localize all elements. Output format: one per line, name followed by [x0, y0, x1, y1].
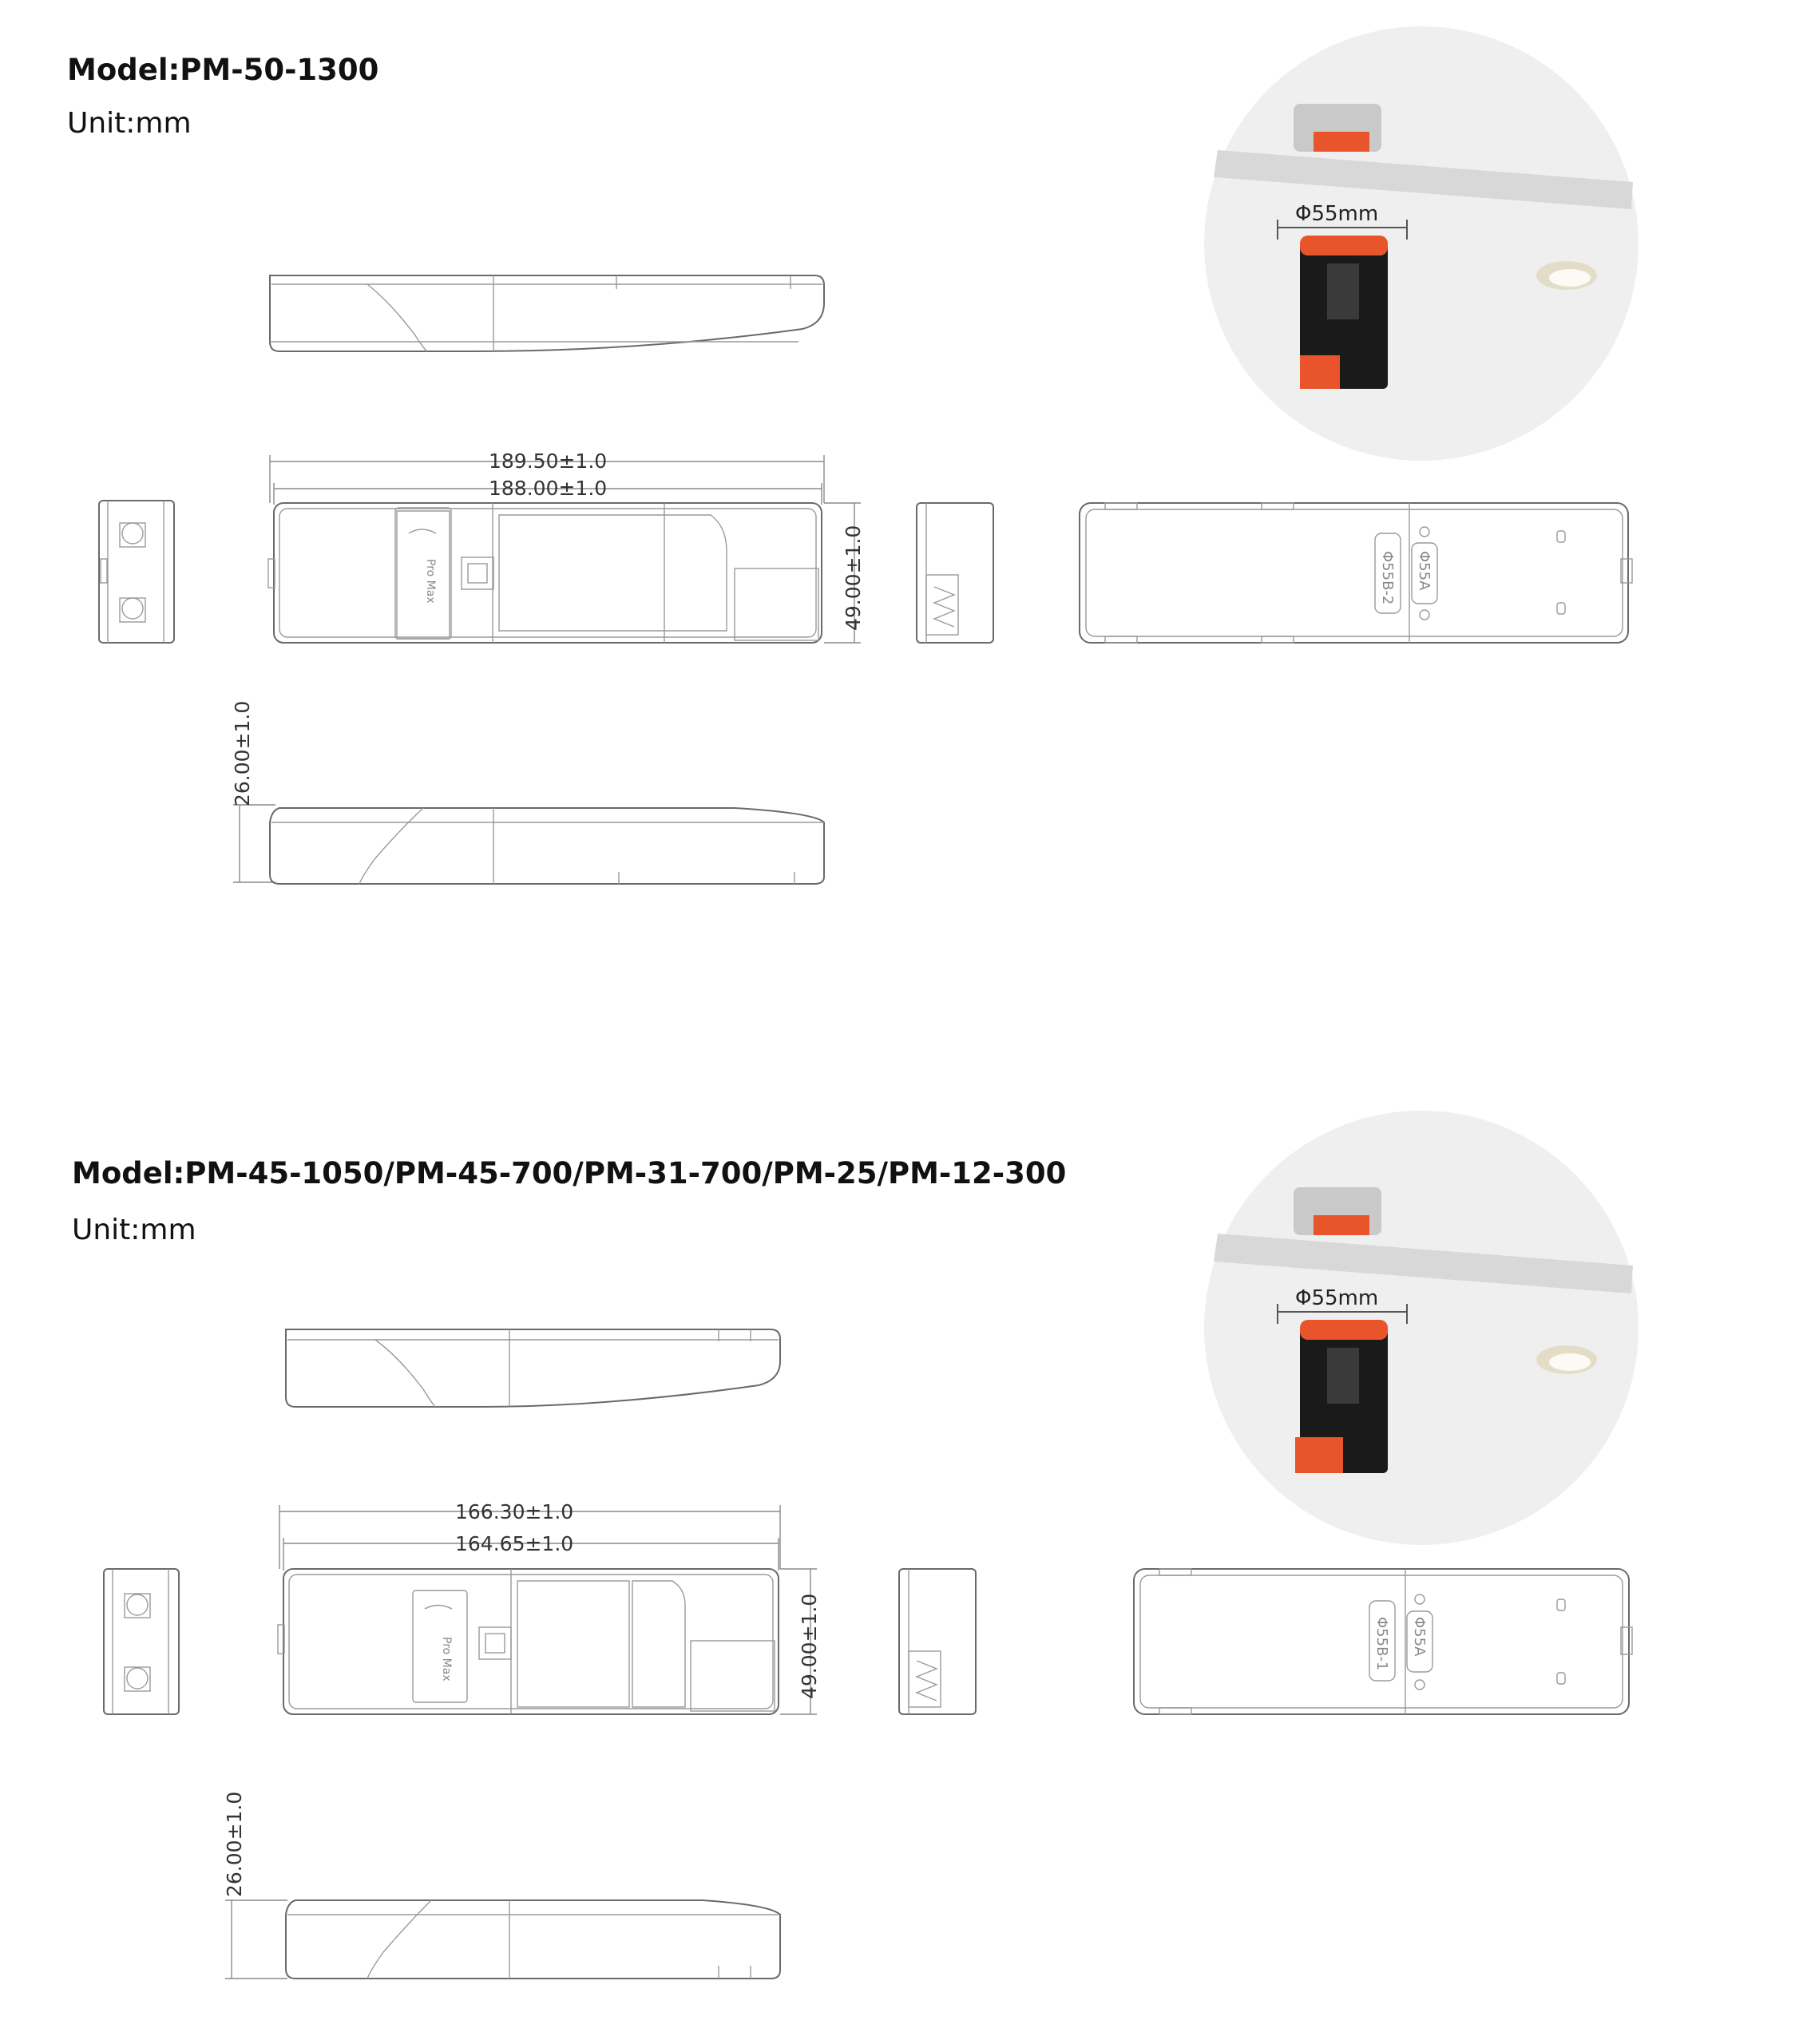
back-mark-a-2: Φ55A — [1411, 1617, 1428, 1657]
cutout-label-1: Φ55mm — [1295, 202, 1379, 226]
back-mark-b-2: Φ55B-1 — [1373, 1617, 1390, 1671]
side-view-bottom-1 — [270, 808, 824, 884]
plan-view-1 — [268, 503, 822, 643]
dim-inner-length-1: 188.00±1.0 — [489, 477, 608, 500]
back-mark-b-1: Φ55B-2 — [1379, 551, 1396, 605]
unit-label-2: Unit:mm — [72, 1214, 196, 1246]
side-view-top-2 — [286, 1329, 780, 1407]
installation-photo-2 — [1204, 1111, 1639, 1545]
dim-lines-1 — [233, 455, 861, 882]
dim-width-2: 49.00±1.0 — [798, 1593, 821, 1699]
dim-height-1: 26.00±1.0 — [231, 700, 254, 806]
dim-overall-length-1: 189.50±1.0 — [489, 450, 608, 473]
dim-lines-2 — [225, 1505, 817, 1979]
dim-height-2: 26.00±1.0 — [223, 1791, 246, 1897]
unit-label-1: Unit:mm — [67, 107, 192, 140]
back-mark-a-1: Φ55A — [1416, 551, 1432, 591]
back-view-1 — [1080, 503, 1632, 643]
dim-width-1: 49.00±1.0 — [842, 525, 865, 631]
side-view-top-1 — [270, 275, 824, 351]
dim-overall-length-2: 166.30±1.0 — [455, 1500, 574, 1523]
end-view-left-2 — [104, 1569, 179, 1714]
svg-text:Pro Max: Pro Max — [424, 559, 437, 604]
end-view-left-1 — [99, 501, 174, 643]
model-title-1: Model:PM-50-1300 — [67, 53, 379, 87]
end-view-right-1 — [917, 503, 993, 643]
svg-text:Pro Max: Pro Max — [440, 1637, 453, 1682]
side-view-bottom-2 — [286, 1900, 780, 1979]
model-title-2: Model:PM-45-1050/PM-45-700/PM-31-700/PM-25/PM-12-300 — [72, 1156, 1067, 1190]
dim-inner-length-2: 164.65±1.0 — [455, 1532, 574, 1555]
installation-photo-1 — [1204, 26, 1639, 461]
plan-view-2 — [278, 1569, 779, 1714]
cutout-label-2: Φ55mm — [1295, 1286, 1379, 1310]
end-view-right-2 — [899, 1569, 976, 1714]
